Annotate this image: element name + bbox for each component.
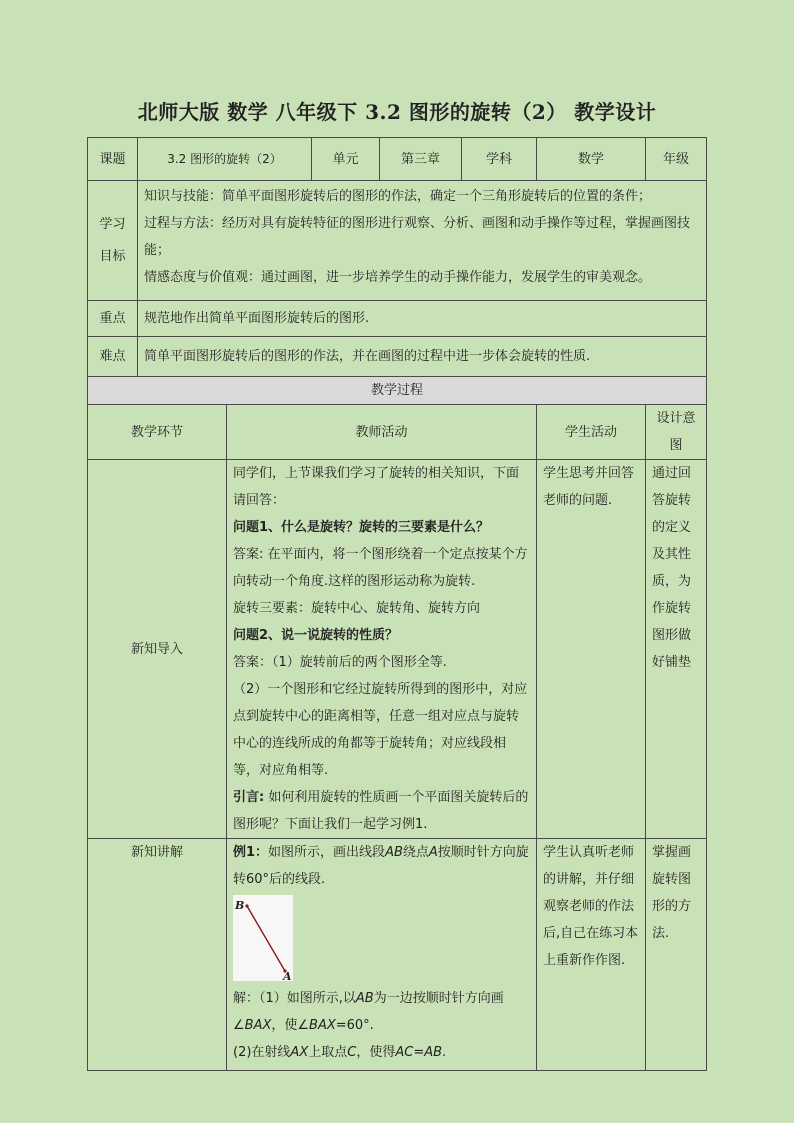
example1-segment: AB: [385, 845, 403, 860]
intro-student-activity: 学生思考并回答老师的问题.: [537, 460, 646, 839]
solution-step1: [233, 985, 530, 1039]
example1-text-b: 绕点: [402, 845, 429, 860]
lead-text: 如何利用旋转的性质画一个平面图关旋转后的图形呢？下面让我们一起学习例1.: [233, 790, 529, 832]
difficulty-row: [88, 337, 707, 377]
step2-period: .: [442, 1045, 447, 1060]
step2-segment-ab: AB: [424, 1045, 443, 1060]
step2-segment-ac: AC: [395, 1045, 414, 1060]
col-student-header: 学生活动: [537, 405, 646, 460]
focus-label: 重点: [88, 301, 138, 337]
difficulty-text: 简单平面图形旋转后的图形的作法，并在画图的过程中进一步体会旋转的性质.: [138, 337, 707, 377]
segment-ab-diagram: [233, 895, 293, 981]
process-columns-row: [88, 405, 707, 460]
solution-text-c: ，使∠: [271, 1018, 310, 1033]
goals-label-line2: 目标: [99, 249, 126, 264]
lesson-value: 3.2 图形的旋转（2）: [138, 138, 312, 181]
lesson-plan-table: [87, 137, 707, 1071]
intro-text: 同学们，上节课我们学习了旋转的相关知识，下面请回答：: [233, 466, 520, 508]
focus-row: [88, 301, 707, 337]
answer1: 答案: 在平面内，将一个图形绕着一个定点按某个方向转动一个角度.这样的图形运动称为旋转.: [233, 547, 528, 589]
question1-text: 什么是旋转？旋转的三要素是什么？: [281, 520, 490, 535]
solution-text-a: 解：（1）如图所示,以: [233, 991, 356, 1006]
difficulty-label: 难点: [88, 337, 138, 377]
solution-angle-2: BAX: [309, 1018, 336, 1033]
example1-text-c: 按顺时针方向旋转60°后的线段.: [233, 845, 529, 887]
grade-value: [646, 138, 707, 181]
answer2-properties: （2）一个图形和它经过旋转所得到的图形中，对应点到旋转中心的距离相等，任意一组对应点与旋转中心的连线所成的角都等于旋转角；对应线段相等，对应角相等.: [233, 682, 528, 778]
intro-teacher-activity: [227, 460, 537, 839]
segment-ab: [247, 906, 285, 971]
focus-text: 规范地作出简单平面图形旋转后的图形.: [138, 301, 707, 337]
answer1-elements: 旋转三要素：旋转中心、旋转角、旋转方向: [233, 601, 481, 616]
solution-step2: [233, 1039, 530, 1066]
solution-segment: AB: [355, 991, 374, 1006]
goals-attitude: 情感态度与价值观：通过画图，进一步培养学生的动手操作能力，发展学生的审美观念。: [144, 270, 652, 285]
goals-label-line1: 学习: [99, 217, 126, 232]
example1-point: A: [428, 845, 438, 860]
step2-text-d: ，使得: [356, 1045, 396, 1060]
col-intent-header: 设计意图: [646, 405, 707, 460]
answer2: 答案：（1）旋转前后的两个图形全等.: [233, 655, 447, 670]
step2-equals: =: [413, 1045, 425, 1060]
process-heading: 教学过程: [88, 377, 707, 405]
lead-label: 引言:: [233, 790, 265, 805]
step2-text-b: 上取点: [308, 1045, 348, 1060]
solution-text-d: =60°.: [335, 1018, 374, 1033]
example1-label: 例1：: [233, 845, 269, 860]
unit-value: 第三章: [380, 138, 462, 181]
subject-label: 学科: [462, 138, 537, 181]
solution-angle: BAX: [244, 1018, 272, 1033]
explain-row: [88, 839, 707, 1071]
step2-point: C: [347, 1045, 357, 1060]
col-teacher-header: 教师活动: [227, 405, 537, 460]
point-b-label: B: [235, 899, 245, 912]
solution-text-b: 为一边按顺时针方向画∠: [233, 991, 504, 1033]
goals-knowledge: 知识与技能：简单平面图形旋转后的图形的作法，确定一个三角形旋转后的位置的条件；: [144, 189, 652, 204]
lesson-label: 课题: [88, 138, 138, 181]
example1: [233, 839, 530, 893]
goals-row: [88, 181, 707, 301]
header-row: [88, 138, 707, 181]
unit-label: 单元: [312, 138, 380, 181]
example1-text-a: 如图所示，画出线段: [268, 845, 386, 860]
question2: [233, 622, 530, 649]
grade-label: 年级: [663, 151, 690, 167]
goals-content: [138, 181, 707, 301]
explain-student-activity: 学生认真听老师的讲解，并仔细观察老师的作法后,自己在练习本上重新作作图.: [537, 839, 646, 1071]
intro-intent: 通过回答旋转的定义及其性质，为作旋转图形做好铺垫: [646, 460, 707, 839]
col-stage-header: 教学环节: [88, 405, 227, 460]
document-title: 北师大版 数学 八年级下 3.2 图形的旋转（2） 教学设计: [137, 100, 657, 124]
intro-row: [88, 460, 707, 839]
explain-stage: 新知讲解: [88, 839, 227, 1071]
explain-teacher-activity: [227, 839, 537, 1071]
intro-stage: 新知导入: [88, 460, 227, 839]
point-b-dot: [245, 904, 248, 907]
question1: [233, 514, 530, 541]
point-a-label: A: [283, 970, 292, 981]
question1-label: 问题1、: [233, 520, 282, 535]
goals-label: [88, 181, 138, 301]
lead-in: [233, 784, 530, 838]
question2-label: 问题2、: [233, 628, 282, 643]
explain-intent: 掌握画旋转图形的方法.: [646, 839, 707, 1071]
process-heading-row: [88, 377, 707, 405]
step2-ray: AX: [290, 1045, 309, 1060]
subject-value: 数学: [537, 138, 646, 181]
goals-process: 过程与方法：经历对具有旋转特征的图形进行观察、分析、画图和动手操作等过程，掌握画图技能；: [144, 216, 691, 258]
step2-text-a: (2)在射线: [233, 1045, 291, 1060]
question2-text: 说一说旋转的性质？: [281, 628, 399, 643]
